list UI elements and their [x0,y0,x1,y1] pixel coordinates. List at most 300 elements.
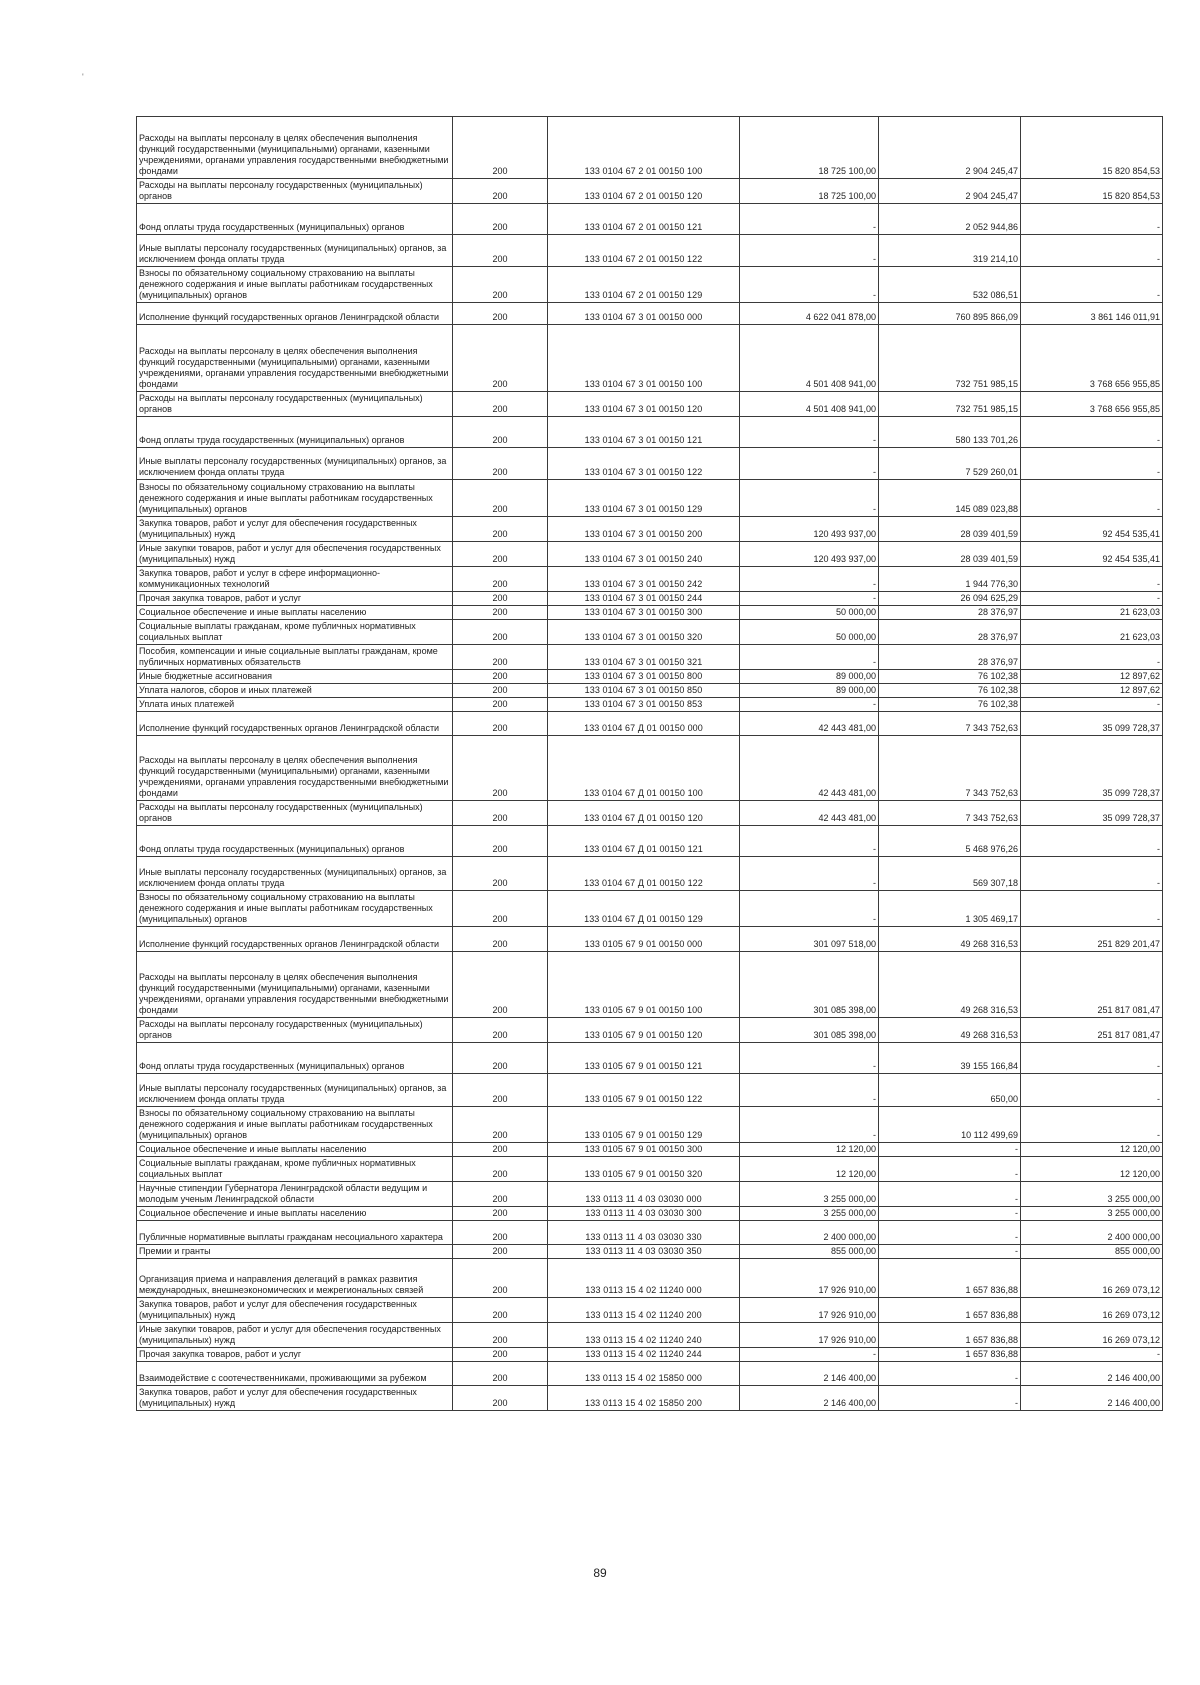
expense-name: Организация приема и направления делегаций в рамках развития международных, внешнеэкономических и межрегиональных связей [139,1274,424,1295]
table-row [137,235,1163,267]
executed-amount-cell: 7 343 752,63 [879,801,1021,826]
budget-classification-code-cell: 133 0104 67 Д 01 00150 100 [548,736,740,801]
expense-name-cell [137,1207,453,1221]
line-code-cell: 200 [453,1348,548,1362]
unexecuted-amount-cell: - [1021,235,1163,267]
approved-amount-cell: 4 501 408 941,00 [740,392,879,417]
expense-name-cell [137,117,453,179]
line-code-cell: 200 [453,1298,548,1323]
executed-amount-cell: - [879,1362,1021,1386]
line-code-cell: 200 [453,736,548,801]
expense-name: Иные закупки товаров, работ и услуг для обеспечения государственных (муниципальных) нужд [139,1324,441,1345]
unexecuted-amount-cell: 3 768 656 955,85 [1021,325,1163,392]
executed-amount-cell: 569 307,18 [879,857,1021,891]
expense-name-cell [137,417,453,448]
budget-classification-code-cell: 133 0113 11 4 03 03030 300 [548,1207,740,1221]
unexecuted-amount-cell: 16 269 073,12 [1021,1259,1163,1298]
executed-amount-cell: - [879,1245,1021,1259]
table-row [137,1298,1163,1323]
line-code-cell: 200 [453,1386,548,1411]
approved-amount-cell: 301 085 398,00 [740,1018,879,1043]
expense-name: Фонд оплаты труда государственных (муниципальных) органов [139,1061,405,1071]
budget-classification-code-cell: 133 0104 67 3 01 00150 320 [548,620,740,645]
approved-amount-cell: 50 000,00 [740,620,879,645]
unexecuted-amount-cell: 251 829 201,47 [1021,927,1163,952]
approved-amount-cell: 3 255 000,00 [740,1207,879,1221]
executed-amount-cell: 580 133 701,26 [879,417,1021,448]
budget-classification-code-cell: 133 0105 67 9 01 00150 120 [548,1018,740,1043]
approved-amount-cell: - [740,698,879,712]
line-code-cell: 200 [453,542,548,567]
table-row [137,606,1163,620]
table-body [137,117,1163,1411]
expense-name: Фонд оплаты труда государственных (муниципальных) органов [139,844,405,854]
unexecuted-amount-cell: - [1021,1107,1163,1143]
budget-classification-code-cell: 133 0105 67 9 01 00150 000 [548,927,740,952]
budget-classification-code-cell: 133 0113 15 4 02 11240 200 [548,1298,740,1323]
unexecuted-amount-cell: 92 454 535,41 [1021,542,1163,567]
unexecuted-amount-cell: - [1021,417,1163,448]
executed-amount-cell: 2 904 245,47 [879,179,1021,204]
expense-name-cell [137,857,453,891]
line-code-cell: 200 [453,952,548,1018]
executed-amount-cell: 5 468 976,26 [879,826,1021,857]
budget-classification-code-cell: 133 0104 67 Д 01 00150 120 [548,801,740,826]
expense-name: Социальные выплаты гражданам, кроме публичных нормативных социальных выплат [139,621,416,642]
executed-amount-cell: 319 214,10 [879,235,1021,267]
line-code-cell: 200 [453,1182,548,1207]
expense-name-cell [137,235,453,267]
line-code-cell: 200 [453,567,548,592]
approved-amount-cell: 42 443 481,00 [740,801,879,826]
table-row [137,1348,1163,1362]
approved-amount-cell: 42 443 481,00 [740,736,879,801]
executed-amount-cell: 39 155 166,84 [879,1043,1021,1074]
expense-name-cell [137,1157,453,1182]
expense-name: Расходы на выплаты персоналу государственных (муниципальных) органов [139,393,423,414]
expense-name-cell [137,801,453,826]
page-number: 89 [593,1566,607,1580]
expense-name: Иные выплаты персоналу государственных (муниципальных) органов, за исключением фонда оплаты труда [139,243,447,264]
approved-amount-cell: 18 725 100,00 [740,117,879,179]
budget-classification-code-cell: 133 0104 67 3 01 00150 200 [548,517,740,542]
expense-name-cell [137,517,453,542]
executed-amount-cell: 1 944 776,30 [879,567,1021,592]
unexecuted-amount-cell: 3 255 000,00 [1021,1182,1163,1207]
table-row [137,645,1163,670]
expense-name-cell [137,698,453,712]
executed-amount-cell: 28 376,97 [879,606,1021,620]
unexecuted-amount-cell: 15 820 854,53 [1021,117,1163,179]
approved-amount-cell: - [740,448,879,480]
executed-amount-cell: 7 529 260,01 [879,448,1021,480]
unexecuted-amount-cell: 3 255 000,00 [1021,1207,1163,1221]
budget-classification-code-cell: 133 0104 67 3 01 00150 000 [548,303,740,325]
approved-amount-cell: - [740,1107,879,1143]
expense-name-cell [137,1043,453,1074]
budget-classification-code-cell: 133 0104 67 3 01 00150 853 [548,698,740,712]
expense-name: Расходы на выплаты персоналу в целях обеспечения выполнения функций государственными (муниципальными) органами, казенными учреждениями, органами управления государственными внебюджетными фондами [139,972,449,1015]
line-code-cell: 200 [453,670,548,684]
table-row [137,303,1163,325]
budget-classification-code-cell: 133 0104 67 2 01 00150 122 [548,235,740,267]
line-code-cell: 200 [453,267,548,303]
approved-amount-cell: - [740,857,879,891]
approved-amount-cell: - [740,204,879,235]
approved-amount-cell: 2 146 400,00 [740,1386,879,1411]
approved-amount-cell: 120 493 937,00 [740,542,879,567]
expense-name-cell [137,267,453,303]
expense-name: Закупка товаров, работ и услуг в сфере информационно-коммуникационных технологий [139,568,380,589]
expense-name-cell [137,645,453,670]
approved-amount-cell: 4 501 408 941,00 [740,325,879,392]
budget-classification-code-cell: 133 0104 67 3 01 00150 240 [548,542,740,567]
expense-name-cell [137,1143,453,1157]
budget-classification-code-cell: 133 0104 67 2 01 00150 120 [548,179,740,204]
executed-amount-cell: - [879,1143,1021,1157]
line-code-cell: 200 [453,620,548,645]
expense-name: Социальное обеспечение и иные выплаты населению [139,1208,367,1218]
approved-amount-cell: - [740,826,879,857]
approved-amount-cell: - [740,567,879,592]
line-code-cell: 200 [453,606,548,620]
table-row [137,1323,1163,1348]
budget-classification-code-cell: 133 0113 15 4 02 11240 000 [548,1259,740,1298]
expense-name: Иные закупки товаров, работ и услуг для обеспечения государственных (муниципальных) нужд [139,543,441,564]
executed-amount-cell: 1 657 836,88 [879,1298,1021,1323]
expense-name: Взносы по обязательному социальному страхованию на выплаты денежного содержания и иные выплаты работникам государственных (муниципальных) органов [139,268,433,300]
expense-name-cell [137,1074,453,1107]
approved-amount-cell: 120 493 937,00 [740,517,879,542]
unexecuted-amount-cell: 35 099 728,37 [1021,801,1163,826]
budget-classification-code-cell: 133 0104 67 3 01 00150 122 [548,448,740,480]
line-code-cell: 200 [453,857,548,891]
unexecuted-amount-cell: - [1021,1043,1163,1074]
line-code-cell: 200 [453,1221,548,1245]
executed-amount-cell: 28 039 401,59 [879,517,1021,542]
approved-amount-cell: 12 120,00 [740,1143,879,1157]
table-row [137,684,1163,698]
line-code-cell: 200 [453,891,548,927]
line-code-cell: 200 [453,1259,548,1298]
approved-amount-cell: 855 000,00 [740,1245,879,1259]
expense-name-cell [137,392,453,417]
executed-amount-cell: 28 039 401,59 [879,542,1021,567]
expense-name-cell [137,1107,453,1143]
line-code-cell: 200 [453,645,548,670]
table-row [137,117,1163,179]
table-row [137,952,1163,1018]
line-code-cell: 200 [453,698,548,712]
expense-name: Пособия, компенсации и иные социальные выплаты гражданам, кроме публичных нормативных обязательств [139,646,438,667]
approved-amount-cell: 17 926 910,00 [740,1298,879,1323]
expense-name: Премии и гранты [139,1246,211,1256]
table-row [137,736,1163,801]
table-row [137,927,1163,952]
line-code-cell: 200 [453,1018,548,1043]
expense-name: Уплата иных платежей [139,699,235,709]
table-row [137,392,1163,417]
expense-name: Иные выплаты персоналу государственных (муниципальных) органов, за исключением фонда оплаты труда [139,456,447,477]
approved-amount-cell: - [740,267,879,303]
table-row [137,1259,1163,1298]
table-row [137,1245,1163,1259]
corner-mark: ' [82,72,84,82]
budget-execution-table [136,116,1163,1411]
budget-classification-code-cell: 133 0113 15 4 02 15850 200 [548,1386,740,1411]
expense-name-cell [137,620,453,645]
expense-name: Расходы на выплаты персоналу в целях обеспечения выполнения функций государственными (муниципальными) органами, казенными учреждениями, органами управления государственными внебюджетными фондами [139,346,449,389]
expense-name: Расходы на выплаты персоналу государственных (муниципальных) органов [139,1019,423,1040]
unexecuted-amount-cell: 2 146 400,00 [1021,1386,1163,1411]
approved-amount-cell: - [740,480,879,517]
unexecuted-amount-cell: 12 120,00 [1021,1157,1163,1182]
table-row [137,592,1163,606]
budget-classification-code-cell: 133 0104 67 3 01 00150 800 [548,670,740,684]
executed-amount-cell: 28 376,97 [879,645,1021,670]
table-row [137,325,1163,392]
budget-classification-code-cell: 133 0104 67 Д 01 00150 129 [548,891,740,927]
expense-name-cell [137,567,453,592]
approved-amount-cell: 50 000,00 [740,606,879,620]
table-row [137,448,1163,480]
executed-amount-cell: 49 268 316,53 [879,952,1021,1018]
table-row [137,1182,1163,1207]
executed-amount-cell: 76 102,38 [879,670,1021,684]
approved-amount-cell: 42 443 481,00 [740,712,879,736]
unexecuted-amount-cell: - [1021,204,1163,235]
budget-classification-code-cell: 133 0113 15 4 02 11240 244 [548,1348,740,1362]
budget-classification-code-cell: 133 0104 67 3 01 00150 100 [548,325,740,392]
expense-name: Исполнение функций государственных органов Ленинградской области [139,939,440,949]
expense-name: Иные выплаты персоналу государственных (муниципальных) органов, за исключением фонда оплаты труда [139,867,447,888]
budget-classification-code-cell: 133 0104 67 3 01 00150 121 [548,417,740,448]
unexecuted-amount-cell: 12 897,62 [1021,670,1163,684]
expense-name: Закупка товаров, работ и услуг для обеспечения государственных (муниципальных) нужд [139,1387,417,1408]
table-row [137,567,1163,592]
expense-name: Закупка товаров, работ и услуг для обеспечения государственных (муниципальных) нужд [139,518,417,539]
approved-amount-cell: 301 097 518,00 [740,927,879,952]
executed-amount-cell: 760 895 866,09 [879,303,1021,325]
unexecuted-amount-cell: 12 897,62 [1021,684,1163,698]
table-row [137,1207,1163,1221]
table-row [137,857,1163,891]
expense-name-cell [137,325,453,392]
table-row [137,1221,1163,1245]
expense-name-cell [137,927,453,952]
approved-amount-cell: - [740,1348,879,1362]
approved-amount-cell: 17 926 910,00 [740,1323,879,1348]
unexecuted-amount-cell: - [1021,698,1163,712]
budget-classification-code-cell: 133 0104 67 2 01 00150 121 [548,204,740,235]
unexecuted-amount-cell: - [1021,592,1163,606]
budget-classification-code-cell: 133 0104 67 3 01 00150 129 [548,480,740,517]
expense-name: Взносы по обязательному социальному страхованию на выплаты денежного содержания и иные выплаты работникам государственных (муниципальных) органов [139,1108,433,1140]
expense-name: Уплата налогов, сборов и иных платежей [139,685,312,695]
budget-classification-code-cell: 133 0105 67 9 01 00150 100 [548,952,740,1018]
executed-amount-cell: 1 657 836,88 [879,1259,1021,1298]
approved-amount-cell: 89 000,00 [740,670,879,684]
unexecuted-amount-cell: 12 120,00 [1021,1143,1163,1157]
expense-name: Закупка товаров, работ и услуг для обеспечения государственных (муниципальных) нужд [139,1299,417,1320]
executed-amount-cell: 49 268 316,53 [879,927,1021,952]
budget-classification-code-cell: 133 0104 67 3 01 00150 850 [548,684,740,698]
table-row [137,698,1163,712]
line-code-cell: 200 [453,179,548,204]
budget-classification-code-cell: 133 0113 15 4 02 15850 000 [548,1362,740,1386]
line-code-cell: 200 [453,1074,548,1107]
line-code-cell: 200 [453,480,548,517]
executed-amount-cell: 145 089 023,88 [879,480,1021,517]
approved-amount-cell: - [740,1043,879,1074]
line-code-cell: 200 [453,417,548,448]
expense-name: Социальные выплаты гражданам, кроме публичных нормативных социальных выплат [139,1158,416,1179]
expense-name-cell [137,480,453,517]
line-code-cell: 200 [453,117,548,179]
table-row [137,1143,1163,1157]
executed-amount-cell: 1 305 469,17 [879,891,1021,927]
executed-amount-cell: 76 102,38 [879,698,1021,712]
table-row [137,417,1163,448]
line-code-cell: 200 [453,1323,548,1348]
executed-amount-cell: 26 094 625,29 [879,592,1021,606]
executed-amount-cell: - [879,1386,1021,1411]
executed-amount-cell: 1 657 836,88 [879,1323,1021,1348]
expense-name: Расходы на выплаты персоналу в целях обеспечения выполнения функций государственными (муниципальными) органами, казенными учреждениями, органами управления государственными внебюджетными фондами [139,755,449,798]
line-code-cell: 200 [453,235,548,267]
executed-amount-cell: - [879,1182,1021,1207]
expense-name: Взносы по обязательному социальному страхованию на выплаты денежного содержания и иные выплаты работникам государственных (муниципальных) органов [139,892,433,924]
expense-name-cell [137,891,453,927]
executed-amount-cell: - [879,1157,1021,1182]
budget-classification-code-cell: 133 0104 67 Д 01 00150 122 [548,857,740,891]
unexecuted-amount-cell: 2 400 000,00 [1021,1221,1163,1245]
budget-classification-code-cell: 133 0105 67 9 01 00150 320 [548,1157,740,1182]
unexecuted-amount-cell: - [1021,645,1163,670]
expense-name: Социальное обеспечение и иные выплаты населению [139,607,367,617]
budget-classification-code-cell: 133 0104 67 3 01 00150 120 [548,392,740,417]
approved-amount-cell: 89 000,00 [740,684,879,698]
approved-amount-cell: - [740,891,879,927]
expense-name-cell [137,1221,453,1245]
table-row [137,1362,1163,1386]
unexecuted-amount-cell: 92 454 535,41 [1021,517,1163,542]
line-code-cell: 200 [453,204,548,235]
expense-name: Расходы на выплаты персоналу государственных (муниципальных) органов [139,180,423,201]
line-code-cell: 200 [453,1143,548,1157]
line-code-cell: 200 [453,1207,548,1221]
line-code-cell: 200 [453,392,548,417]
budget-classification-code-cell: 133 0113 11 4 03 03030 000 [548,1182,740,1207]
table-row [137,517,1163,542]
unexecuted-amount-cell: - [1021,1348,1163,1362]
unexecuted-amount-cell: - [1021,267,1163,303]
expense-name: Расходы на выплаты персоналу государственных (муниципальных) органов [139,802,423,823]
table-row [137,1157,1163,1182]
expense-name: Исполнение функций государственных органов Ленинградской области [139,312,440,322]
expense-name: Расходы на выплаты персоналу в целях обеспечения выполнения функций государственными (муниципальными) органами, казенными учреждениями, органами управления государственными внебюджетными фондами [139,133,449,176]
approved-amount-cell: - [740,1074,879,1107]
expense-name-cell [137,712,453,736]
expense-name-cell [137,542,453,567]
budget-classification-code-cell: 133 0104 67 3 01 00150 321 [548,645,740,670]
unexecuted-amount-cell: - [1021,826,1163,857]
unexecuted-amount-cell: 2 146 400,00 [1021,1362,1163,1386]
line-code-cell: 200 [453,325,548,392]
expense-name: Социальное обеспечение и иные выплаты населению [139,1144,367,1154]
table-row [137,891,1163,927]
unexecuted-amount-cell: - [1021,567,1163,592]
budget-classification-code-cell: 133 0104 67 Д 01 00150 121 [548,826,740,857]
unexecuted-amount-cell: - [1021,891,1163,927]
line-code-cell: 200 [453,448,548,480]
expense-name-cell [137,736,453,801]
budget-classification-code-cell: 133 0104 67 2 01 00150 100 [548,117,740,179]
expense-name-cell [137,592,453,606]
expense-name: Прочая закупка товаров, работ и услуг [139,593,302,603]
expense-name: Взаимодействие с соотечественниками, проживающими за рубежом [139,1373,427,1383]
expense-name-cell [137,826,453,857]
unexecuted-amount-cell: 251 817 081,47 [1021,952,1163,1018]
line-code-cell: 200 [453,801,548,826]
unexecuted-amount-cell: 21 623,03 [1021,606,1163,620]
expense-name-cell [137,448,453,480]
unexecuted-amount-cell: 251 817 081,47 [1021,1018,1163,1043]
table-row [137,1386,1163,1411]
budget-classification-code-cell: 133 0104 67 Д 01 00150 000 [548,712,740,736]
budget-classification-code-cell: 133 0105 67 9 01 00150 121 [548,1043,740,1074]
line-code-cell: 200 [453,303,548,325]
approved-amount-cell: 2 146 400,00 [740,1362,879,1386]
budget-classification-code-cell: 133 0113 11 4 03 03030 330 [548,1221,740,1245]
line-code-cell: 200 [453,1107,548,1143]
unexecuted-amount-cell: 3 861 146 011,91 [1021,303,1163,325]
expense-name: Научные стипендии Губернатора Ленинградской области ведущим и молодым ученым Ленинградской области [139,1183,428,1204]
executed-amount-cell: 532 086,51 [879,267,1021,303]
line-code-cell: 200 [453,712,548,736]
table-row [137,204,1163,235]
expense-name-cell [137,204,453,235]
budget-classification-code-cell: 133 0105 67 9 01 00150 300 [548,1143,740,1157]
executed-amount-cell: 1 657 836,88 [879,1348,1021,1362]
expense-name-cell [137,1362,453,1386]
expense-name-cell [137,952,453,1018]
expense-name: Исполнение функций государственных органов Ленинградской области [139,723,440,733]
table-row [137,480,1163,517]
line-code-cell: 200 [453,1157,548,1182]
executed-amount-cell: 7 343 752,63 [879,736,1021,801]
budget-classification-code-cell: 133 0113 15 4 02 11240 240 [548,1323,740,1348]
unexecuted-amount-cell: 35 099 728,37 [1021,736,1163,801]
expense-name-cell [137,1018,453,1043]
budget-classification-code-cell: 133 0104 67 3 01 00150 300 [548,606,740,620]
executed-amount-cell: 28 376,97 [879,620,1021,645]
executed-amount-cell: 49 268 316,53 [879,1018,1021,1043]
expense-name-cell [137,1298,453,1323]
unexecuted-amount-cell: - [1021,1074,1163,1107]
executed-amount-cell: - [879,1221,1021,1245]
table-row [137,1074,1163,1107]
table-row [137,620,1163,645]
expense-name-cell [137,1259,453,1298]
budget-classification-code-cell: 133 0113 11 4 03 03030 350 [548,1245,740,1259]
unexecuted-amount-cell: 16 269 073,12 [1021,1298,1163,1323]
table-row [137,826,1163,857]
unexecuted-amount-cell: - [1021,857,1163,891]
expense-name: Фонд оплаты труда государственных (муниципальных) органов [139,435,405,445]
expense-name-cell [137,1348,453,1362]
line-code-cell: 200 [453,826,548,857]
